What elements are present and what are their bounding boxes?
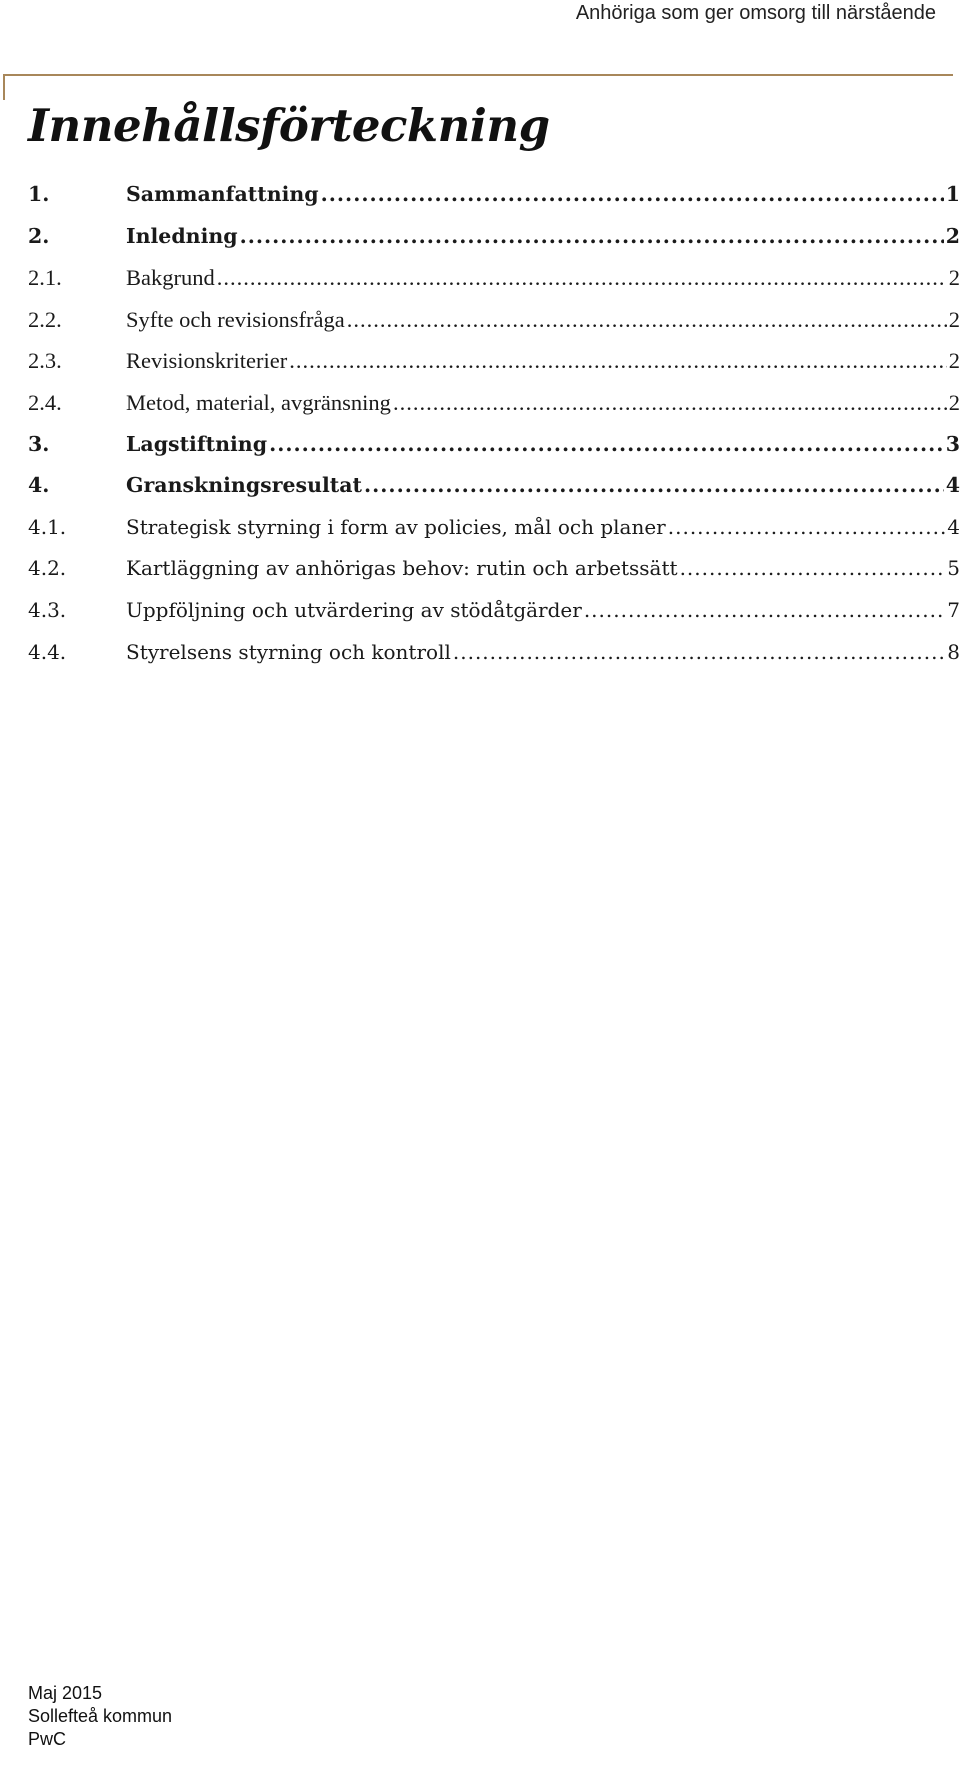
toc-entry-kartlaggning[interactable] (28, 548, 960, 590)
toc-entry-number: 2. (28, 223, 50, 248)
toc-entry-title: Syfte och revisionsfråga (126, 306, 345, 332)
toc-entry-number: 2.4. (28, 389, 62, 415)
table-of-contents (28, 174, 960, 673)
toc-entry-page: 3 (945, 431, 960, 456)
toc-entry-number: 1. (28, 182, 50, 206)
toc-entry-uppfoljning[interactable] (28, 590, 960, 632)
toc-entry-page: 8 (947, 639, 960, 664)
toc-dot-leader (347, 299, 947, 341)
toc-dot-leader (240, 216, 944, 258)
toc-entry-page: 7 (947, 597, 960, 622)
toc-entry-styrelsens-styrning[interactable] (28, 632, 960, 674)
toc-entry-title: Kartläggning av anhörigas behov: rutin och arbetssätt (126, 556, 678, 581)
toc-dot-leader (453, 632, 945, 674)
toc-entry-number: 2.2. (28, 306, 62, 332)
running-header: Anhöriga som ger omsorg till närstående (575, 2, 936, 24)
toc-entry-page: 4 (947, 514, 960, 539)
footer-date: Maj 2015 (28, 1683, 103, 1703)
toc-entry-page: 2 (948, 389, 960, 415)
toc-entry-strategisk-styrning[interactable] (28, 507, 960, 549)
toc-entry-title: Strategisk styrning i form av policies, mål och planer (126, 514, 666, 539)
page-title: Innehållsförteckning (28, 99, 550, 152)
toc-dot-leader (364, 465, 944, 507)
toc-dot-leader (217, 257, 947, 299)
toc-dot-leader (393, 382, 947, 424)
toc-entry-page: 1 (945, 182, 960, 206)
toc-entry-page: 4 (945, 473, 960, 498)
toc-entry-bakgrund[interactable] (28, 257, 960, 299)
toc-entry-number: 4.3. (28, 597, 67, 622)
toc-entry-title: Bakgrund (126, 265, 215, 291)
toc-entry-number: 4.1. (28, 514, 67, 539)
toc-entry-title: Revisionskriterier (126, 348, 288, 374)
toc-entry-lagstiftning[interactable] (28, 424, 960, 466)
toc-dot-leader (269, 424, 944, 466)
toc-entry-syfte[interactable] (28, 299, 960, 341)
toc-entry-number: 4.2. (28, 556, 67, 581)
toc-entry-page: 2 (948, 348, 960, 374)
toc-dot-leader (584, 590, 945, 632)
header-rule (3, 74, 953, 76)
toc-entry-number: 2.3. (28, 348, 62, 374)
toc-entry-granskningsresultat[interactable] (28, 465, 960, 507)
footer-organization: Sollefteå kommun (28, 1706, 173, 1726)
toc-entry-revisionskriterier[interactable] (28, 340, 960, 382)
toc-entry-number: 4. (28, 473, 50, 498)
footer-author: PwC (28, 1729, 67, 1749)
toc-entry-page: 5 (947, 556, 960, 581)
toc-dot-leader (668, 507, 946, 549)
toc-entry-page: 2 (948, 265, 960, 291)
toc-entry-title: Sammanfattning (126, 182, 319, 206)
toc-entry-number: 3. (28, 431, 50, 456)
header-rule-corner (3, 74, 5, 100)
toc-entry-sammanfattning[interactable] (28, 174, 960, 216)
toc-entry-title: Lagstiftning (126, 431, 268, 456)
toc-entry-metod[interactable] (28, 382, 960, 424)
toc-dot-leader (321, 174, 944, 216)
toc-dot-leader (289, 340, 947, 382)
toc-entry-number: 4.4. (28, 639, 67, 664)
toc-entry-title: Uppföljning och utvärdering av stödåtgärder (126, 597, 582, 622)
toc-entry-number: 2.1. (28, 265, 62, 291)
toc-dot-leader (680, 548, 946, 590)
toc-entry-title: Styrelsens styrning och kontroll (126, 639, 451, 664)
toc-entry-page: 2 (945, 223, 960, 248)
toc-entry-title: Inledning (126, 223, 238, 248)
toc-entry-inledning[interactable] (28, 216, 960, 258)
toc-entry-title: Metod, material, avgränsning (126, 389, 391, 415)
toc-entry-title: Granskningsresultat (126, 473, 363, 498)
page-footer (28, 1682, 172, 1751)
toc-entry-page: 2 (948, 306, 960, 332)
